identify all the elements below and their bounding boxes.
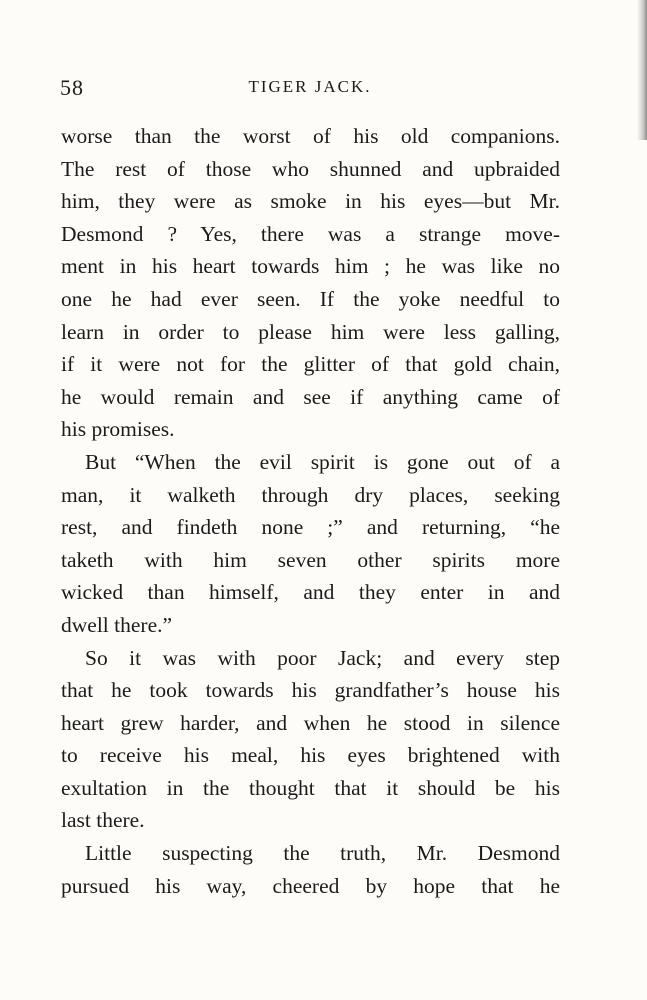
body-text xyxy=(61,120,560,902)
running-title: TIGER JACK. xyxy=(248,77,372,96)
text-line: But “When the evil spirit is gone out of a xyxy=(85,449,560,474)
text-line: he would remain and see if anything came of xyxy=(61,384,560,409)
page-edge-shadow xyxy=(637,0,647,140)
text-line: his promises. xyxy=(61,417,175,442)
text-line: pursued his way, cheered by hope that he xyxy=(61,873,560,898)
page-number: 58 xyxy=(60,75,84,100)
text-line: to receive his meal, his eyes brightened with xyxy=(61,743,560,768)
text-line: The rest of those who shunned and upbraided xyxy=(61,156,560,181)
text-line: So it was with poor Jack; and every step xyxy=(85,645,560,670)
text-line: ment in his heart towards him ; he was like no xyxy=(61,254,560,279)
text-line: man, it walketh through dry places, seeking xyxy=(61,482,560,507)
text-line: if it were not for the glitter of that gold chain, xyxy=(61,352,560,377)
text-line: worse than the worst of his old companions. xyxy=(61,124,560,148)
text-line: that he took towards his grandfather’s house his xyxy=(61,678,560,703)
text-line: him, they were as smoke in his eyes—but Mr. xyxy=(61,189,560,214)
text-line: exultation in the thought that it should be his xyxy=(61,775,560,800)
text-line: dwell there.” xyxy=(61,612,173,637)
text-line: Desmond ? Yes, there was a strange move- xyxy=(61,221,560,246)
text-line: last there. xyxy=(61,808,145,833)
text-line: heart grew harder, and when he stood in silence xyxy=(61,710,560,735)
text-line: Little suspecting the truth, Mr. Desmond xyxy=(85,841,560,866)
text-line: learn in order to please him were less galling, xyxy=(61,319,560,344)
text-line: taketh with him seven other spirits more xyxy=(61,547,560,572)
text-line: rest, and findeth none ;” and returning, “he xyxy=(61,515,560,540)
text-line: wicked than himself, and they enter in and xyxy=(61,580,560,605)
page-header xyxy=(60,75,560,105)
text-line: one he had ever seen. If the yoke needful to xyxy=(61,286,560,311)
